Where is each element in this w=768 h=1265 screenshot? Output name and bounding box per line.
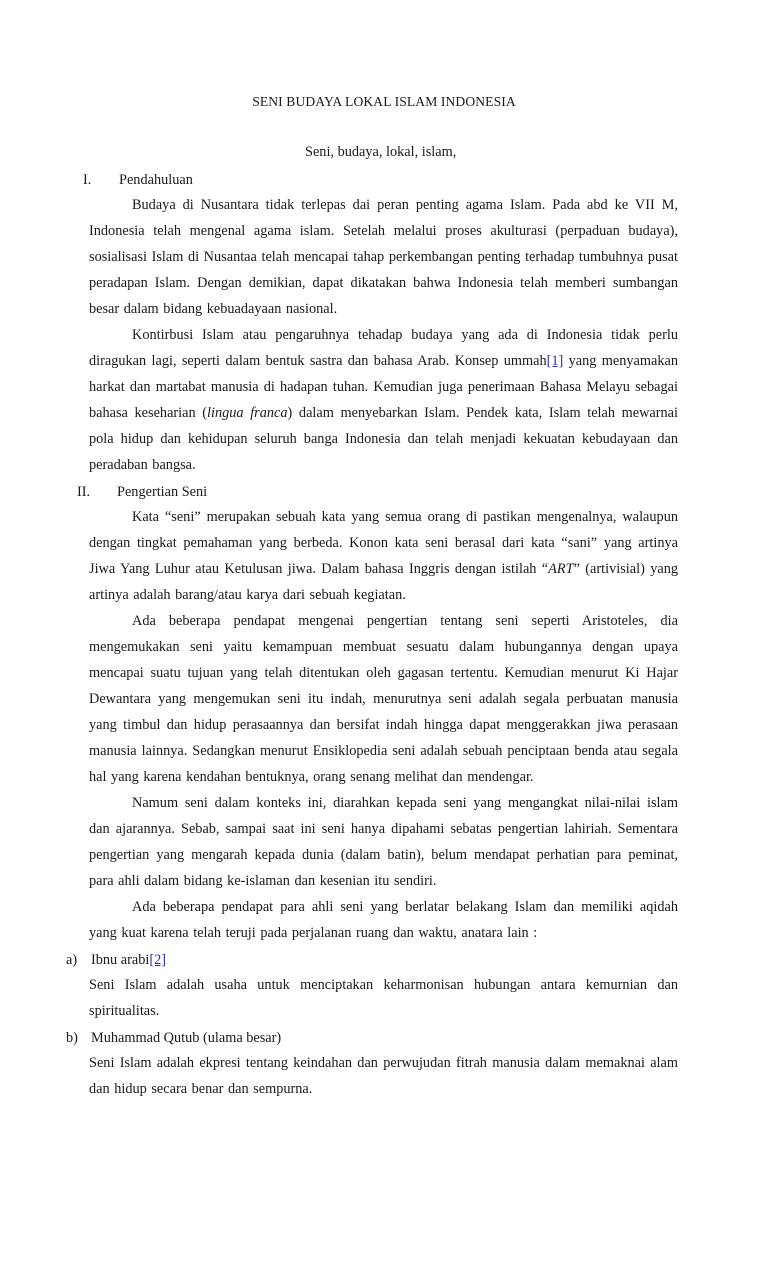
document-title: SENI BUDAYA LOKAL ISLAM INDONESIA	[252, 94, 516, 109]
paragraph-pendahuluan-2	[89, 322, 678, 478]
section-heading-pendahuluan: Pendahuluan	[119, 172, 193, 188]
list-marker-b: b)	[66, 1030, 78, 1046]
list-item-name: Ibnu arabi	[91, 952, 150, 968]
footnote-link-2[interactable]: [2]	[149, 952, 167, 968]
paragraph-seni-2: Ada beberapa pendapat mengenai pengertian tentang seni seperti Aristoteles, dia mengemukakan seni yaitu kemampuan membuat sesuatu dalam hubungannya dengan upaya mencapai suatu tujuan yang telah ditentukan oleh gagasan tertentu. Kemudian menurut Ki Hajar Dewantara yang mengemukan seni itu indah, menurutnya seni adalah segala perbuatan manusia yang timbul dan hidup perasaannya dan bersifat indah hingga dapat menggerakkan jiwa perasaan manusia lainnya. Sedangkan menurut Ensiklopedia seni adalah sebuah penciptaan benda atau segala hal yang karena kendahan bentuknya, orang senang melihat dan mendengar.	[89, 613, 678, 785]
section-heading-pengertian-seni: Pengertian Seni	[117, 484, 208, 500]
list-item-label-a	[91, 951, 166, 969]
paragraph-seni-3: Namum seni dalam konteks ini, diarahkan kepada seni yang mengangkat nilai-nilai islam dan ajarannya. Sebab, sampai saat ini seni hanya dipahami sebatas pengertian lahiriah. Sementara pengertian yang mengarah kepada dunia (dalam batin), belum mendapat perhatian para peminat, para ahli dalam bidang ke-islaman dan kesenian itu sendiri.	[89, 795, 678, 889]
section-number-2: II.	[77, 484, 91, 500]
paragraph-text: yang menyamakan harkat dan martabat manusia di hadapan tuhan. Kemudian juga penerimaan Bahasa Melayu sebagai bahasa keseharian (	[89, 353, 678, 421]
paragraph-seni-4: Ada beberapa pendapat para ahli seni yang berlatar belakang Islam dan memiliki aqidah yang kuat karena telah teruji pada perjalanan ruang dan waktu, anatara lain :	[89, 899, 678, 941]
list-item-label-b: Muhammad Qutub (ulama besar)	[91, 1030, 282, 1046]
footnote-link-1[interactable]: [1]	[546, 353, 564, 369]
paragraph-text: Kata “seni” merupakan sebuah kata yang semua orang di pastikan mengenalnya, walaupun dengan tingkat pemahaman yang berbeda. Konon kata seni berasal dari kata “sani” yang artinya Jiwa Yang Luhur atau Ketulusan jiwa. Dalam bahasa Inggris dengan istilah “	[89, 509, 678, 577]
keywords: Seni, budaya, lokal, islam,	[305, 144, 457, 160]
list-marker-a: a)	[66, 952, 78, 968]
paragraph-text: ) dalam menyebarkan Islam. Pendek kata, Islam telah mewarnai pola hidup dan kehidupan seluruh banga Indonesia dan telah menjadi kekuatan kebudayaan dan peradaban bangsa.	[89, 405, 678, 473]
paragraph-text: Kontirbusi Islam atau pengaruhnya tehadap budaya yang ada di Indonesia tidak perlu diragukan lagi, seperti dalam bentuk sastra dan bahasa Arab. Konsep ummah	[89, 327, 678, 369]
paragraph-pendahuluan-1: Budaya di Nusantara tidak terlepas dai peran penting agama Islam. Pada abd ke VII M, Indonesia telah mengenal agama islam. Setelah melalui proses akulturasi (perpaduan budaya), sosialisasi Islam di Nusantaa telah mencapai tahap perkembangan penting terhadap tumbuhnya pusat peradapan Islam. Dengan demikian, dapat dikatakan bahwa Indonesia telah memberi sumbangan besar dalam bidang kebuadayaan nasional.	[89, 197, 678, 317]
list-item-text-a: Seni Islam adalah usaha untuk menciptakan keharmonisan hubungan antara kemurnian dan spiritualitas.	[89, 977, 678, 1019]
list-item-text-b: Seni Islam adalah ekpresi tentang keindahan dan perwujudan fitrah manusia dalam memaknai alam dan hidup secara benar dan sempurna.	[89, 1055, 678, 1097]
italic-term: lingua franca	[207, 405, 288, 421]
paragraph-text: ” (artivisial) yang artinya adalah barang/atau karya dari sebuah kegiatan.	[89, 561, 678, 603]
paragraph-seni-1	[89, 504, 678, 608]
italic-term: ART	[548, 561, 574, 577]
section-number-1: I.	[83, 172, 92, 188]
